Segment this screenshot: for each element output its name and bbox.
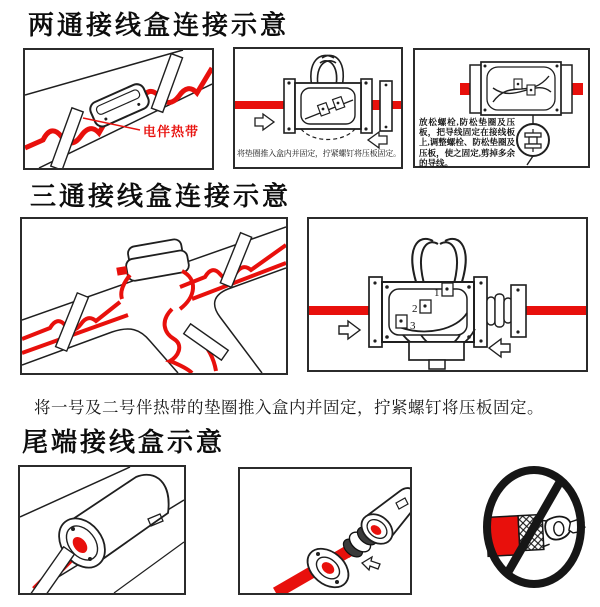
two-way-box-caption: 将垫圈推入盒内并固定，拧紧螺钉将压板固定。 bbox=[237, 149, 401, 158]
outer-plate-right bbox=[511, 285, 526, 337]
twisted-wire-loop bbox=[545, 516, 572, 540]
pipe-left-bottom-edge bbox=[22, 329, 178, 373]
box-flange-right bbox=[474, 277, 487, 347]
box-inner bbox=[301, 88, 355, 124]
no-twisted-wires-sign bbox=[478, 463, 592, 591]
fixing-band-branch bbox=[184, 324, 229, 360]
cable-stub-right bbox=[571, 83, 583, 95]
prohibition-icon bbox=[478, 463, 592, 591]
bottom-outlet bbox=[409, 342, 464, 360]
arrow-right-icon bbox=[255, 114, 274, 130]
section-title-three-way: 三通接线盒连接示意 bbox=[30, 182, 292, 211]
panel-two-way-box bbox=[233, 47, 403, 169]
box-flange-right bbox=[361, 79, 372, 133]
arrow-left-icon bbox=[368, 132, 387, 148]
flange-bolt-1 bbox=[316, 552, 320, 556]
cable-left bbox=[309, 306, 369, 315]
wiring-instructions-text: 放松螺栓,防松垫圈及压板，把导线固定在接线板上,调整螺栓、防松垫圈及压板，使之固定,剪掉多余的导线。 bbox=[419, 117, 515, 168]
panel-three-way-box bbox=[307, 217, 588, 372]
fixing-band bbox=[30, 547, 74, 593]
three-way-box-illustration bbox=[309, 219, 586, 370]
panel-three-way-pipe bbox=[20, 217, 288, 375]
flange-bolt-2 bbox=[335, 580, 339, 584]
end-cap-exploded-illustration bbox=[240, 469, 410, 593]
cable-left bbox=[235, 101, 284, 109]
two-way-pipe-illustration bbox=[25, 50, 212, 168]
box-flange-left bbox=[369, 277, 382, 347]
assembly-arrow-icon bbox=[362, 557, 380, 570]
box-flange-left bbox=[284, 79, 295, 133]
cable-gland-red bbox=[372, 100, 380, 110]
panel-two-way-wiring bbox=[413, 48, 590, 168]
magnifier-detail bbox=[517, 115, 549, 165]
outer-plate-right bbox=[380, 81, 392, 131]
terminal-label-3: 3 bbox=[410, 320, 416, 332]
bolt-top bbox=[71, 527, 75, 531]
bottom-stub bbox=[429, 360, 445, 369]
heating-cable-label: 电伴热带 bbox=[143, 124, 200, 139]
three-way-caption: 将一号及二号伴热带的垫圈推入盒内并固定，拧紧螺钉将压板固定。 bbox=[34, 398, 544, 417]
end-cap-pipe-illustration bbox=[20, 467, 184, 593]
section-title-end-box: 尾端接线盒示意 bbox=[22, 428, 226, 457]
cable-box-to-left bbox=[121, 275, 130, 299]
gland-rings bbox=[487, 294, 512, 327]
lid-gasket-dashed bbox=[301, 129, 355, 140]
panel-end-cap-pipe bbox=[18, 465, 186, 595]
cable-right bbox=[525, 306, 586, 315]
bolt-bottom bbox=[88, 557, 92, 561]
panel-two-way-pipe bbox=[23, 48, 214, 170]
pipe-lower-edge bbox=[114, 542, 184, 593]
section-title-two-way: 两通接线盒连接示意 bbox=[28, 11, 290, 40]
three-way-pipe-illustration bbox=[22, 219, 286, 373]
panel-end-cap-exploded bbox=[238, 467, 412, 595]
arrow-left-icon bbox=[489, 339, 510, 357]
junction-box bbox=[113, 238, 190, 284]
terminal-label-1: 1 bbox=[434, 287, 440, 299]
junction-box bbox=[88, 82, 152, 129]
cable-box-to-branch bbox=[180, 271, 193, 309]
arrow-right-icon bbox=[339, 321, 360, 339]
terminal-label-2: 2 bbox=[412, 303, 418, 315]
